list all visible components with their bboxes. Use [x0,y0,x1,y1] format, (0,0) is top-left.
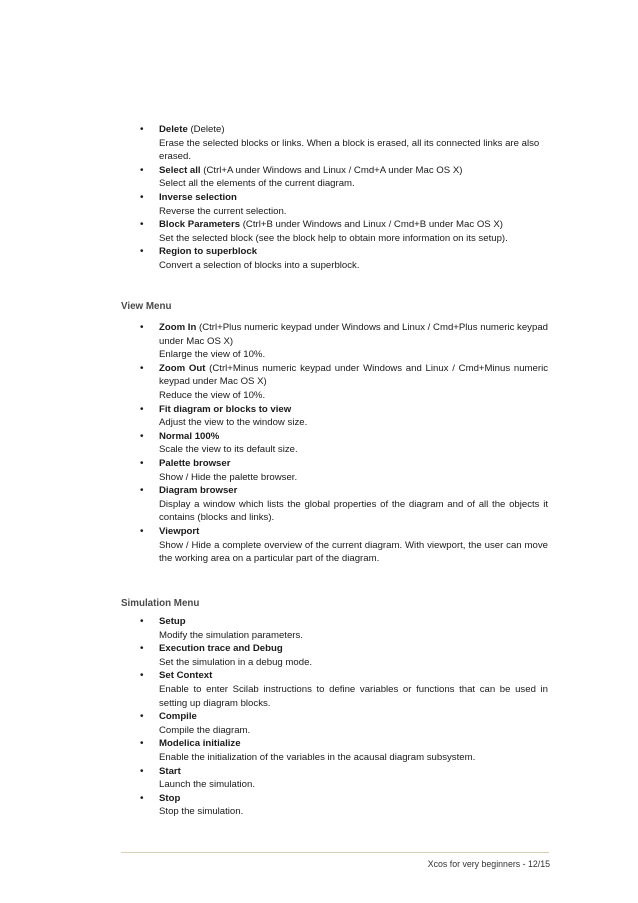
list-item-normal-100 [0,430,548,457]
item-title: Fit diagram or blocks to view [159,403,292,415]
bullet: • [140,362,144,374]
item-title: Start [159,765,181,777]
item-description: Set the simulation in a debug mode. [159,656,313,668]
view-menu-heading: View Menu [121,301,172,312]
item-title: Viewport [159,525,200,537]
item-title: Diagram browser [159,485,238,497]
item-description: Reduce the view of 10%. [159,389,266,401]
bullet: • [140,765,144,777]
item-title: Region to superblock [159,246,258,258]
list-item-select-all [0,164,548,191]
item-title: Block Parameters [159,219,241,231]
list-item-set-context [0,669,548,710]
edit-menu-list [0,123,638,273]
item-title: Zoom Out [159,362,206,374]
view-menu-list [0,321,638,566]
page-footer: Xcos for very beginners - 12/15 [427,859,550,869]
bullet: • [140,670,144,682]
item-description: Stop the simulation. [159,806,244,818]
footer-divider [121,852,549,853]
item-description: Compile the diagram. [159,724,251,736]
simulation-menu-list [0,615,638,819]
item-description: Scale the view to its default size. [159,444,298,456]
bullet: • [140,124,144,135]
list-item-start [0,765,548,792]
bullet: • [140,322,144,333]
item-description: Display a window which lists the global properties of the diagram and of all the objects it contains (blocks and links). [159,498,548,524]
list-item-fit-diagram [0,403,548,430]
bullet: • [140,643,144,655]
item-description: Show / Hide a complete overview of the current diagram. With viewport, the user can move the working area on a particular part of the diagram. [159,539,548,565]
item-title: Stop [159,792,181,804]
item-title: Execution trace and Debug [159,643,283,655]
item-description: Reverse the current selection. [159,205,287,217]
simulation-menu-heading: Simulation Menu [121,598,200,609]
item-title: Setup [159,616,186,627]
item-description: Erase the selected blocks or links. When a block is erased, all its connected links are also erased. [159,137,540,163]
item-title: Normal 100% [159,430,220,442]
bullet: • [140,403,144,415]
item-description: Adjust the view to the window size. [159,417,308,429]
bullet: • [140,616,144,627]
list-item-inverse-selection [0,191,548,218]
item-title: Compile [159,711,197,723]
list-item-modelica-initialize [0,737,548,764]
item-shortcut: (Ctrl+Plus numeric keypad under Windows and Linux / Cmd+Plus numeric keypad under Mac OS X) [159,322,548,347]
item-title: Set Context [159,670,213,682]
item-description: Enable to enter Scilab instructions to define variables or functions that can be used in setting up diagram blocks. [159,683,548,709]
item-description: Select all the elements of the current diagram. [159,178,355,190]
list-item-delete [0,123,548,164]
item-shortcut: (Ctrl+Minus numeric keypad under Windows and Linux / Cmd+Minus numeric keypad under Mac OS X) [159,362,548,388]
list-item-compile [0,710,548,737]
list-item-palette-browser [0,457,548,484]
list-item-setup [0,615,548,642]
bullet: • [140,792,144,804]
list-item-zoom-in [0,321,548,362]
item-description: Enable the initialization of the variables in the acausal diagram subsystem. [159,751,476,763]
item-title: Delete [159,124,188,135]
item-title: Modelica initialize [159,738,241,750]
item-description: Enlarge the view of 10%. [159,349,266,361]
bullet: • [140,164,144,176]
list-item-execution-trace [0,642,548,669]
bullet: • [140,711,144,723]
bullet: • [140,738,144,750]
item-description: Convert a selection of blocks into a superblock. [159,259,360,271]
list-item-zoom-out [0,362,548,403]
item-description: Set the selected block (see the block help to obtain more information on its setup). [159,232,508,244]
item-description: Show / Hide the palette browser. [159,471,298,483]
item-description: Modify the simulation parameters. [159,629,303,641]
bullet: • [140,430,144,442]
item-title: Zoom In [159,322,197,333]
item-title: Palette browser [159,457,231,469]
bullet: • [140,485,144,497]
list-item-stop [0,792,548,819]
item-description: Launch the simulation. [159,779,255,791]
bullet: • [140,191,144,203]
item-shortcut: (Delete) [187,124,225,135]
bullet: • [140,219,144,231]
bullet: • [140,457,144,469]
item-shortcut: (Ctrl+A under Windows and Linux / Cmd+A under Mac OS X) [200,164,463,176]
item-title: Inverse selection [159,191,237,203]
list-item-viewport [0,525,548,566]
list-item-region-to-superblock [0,245,548,272]
bullet: • [140,525,144,537]
list-item-diagram-browser [0,484,548,525]
item-title: Select all [159,164,201,176]
bullet: • [140,246,144,258]
list-item-block-parameters [0,218,548,245]
item-shortcut: (Ctrl+B under Windows and Linux / Cmd+B under Mac OS X) [240,219,503,231]
